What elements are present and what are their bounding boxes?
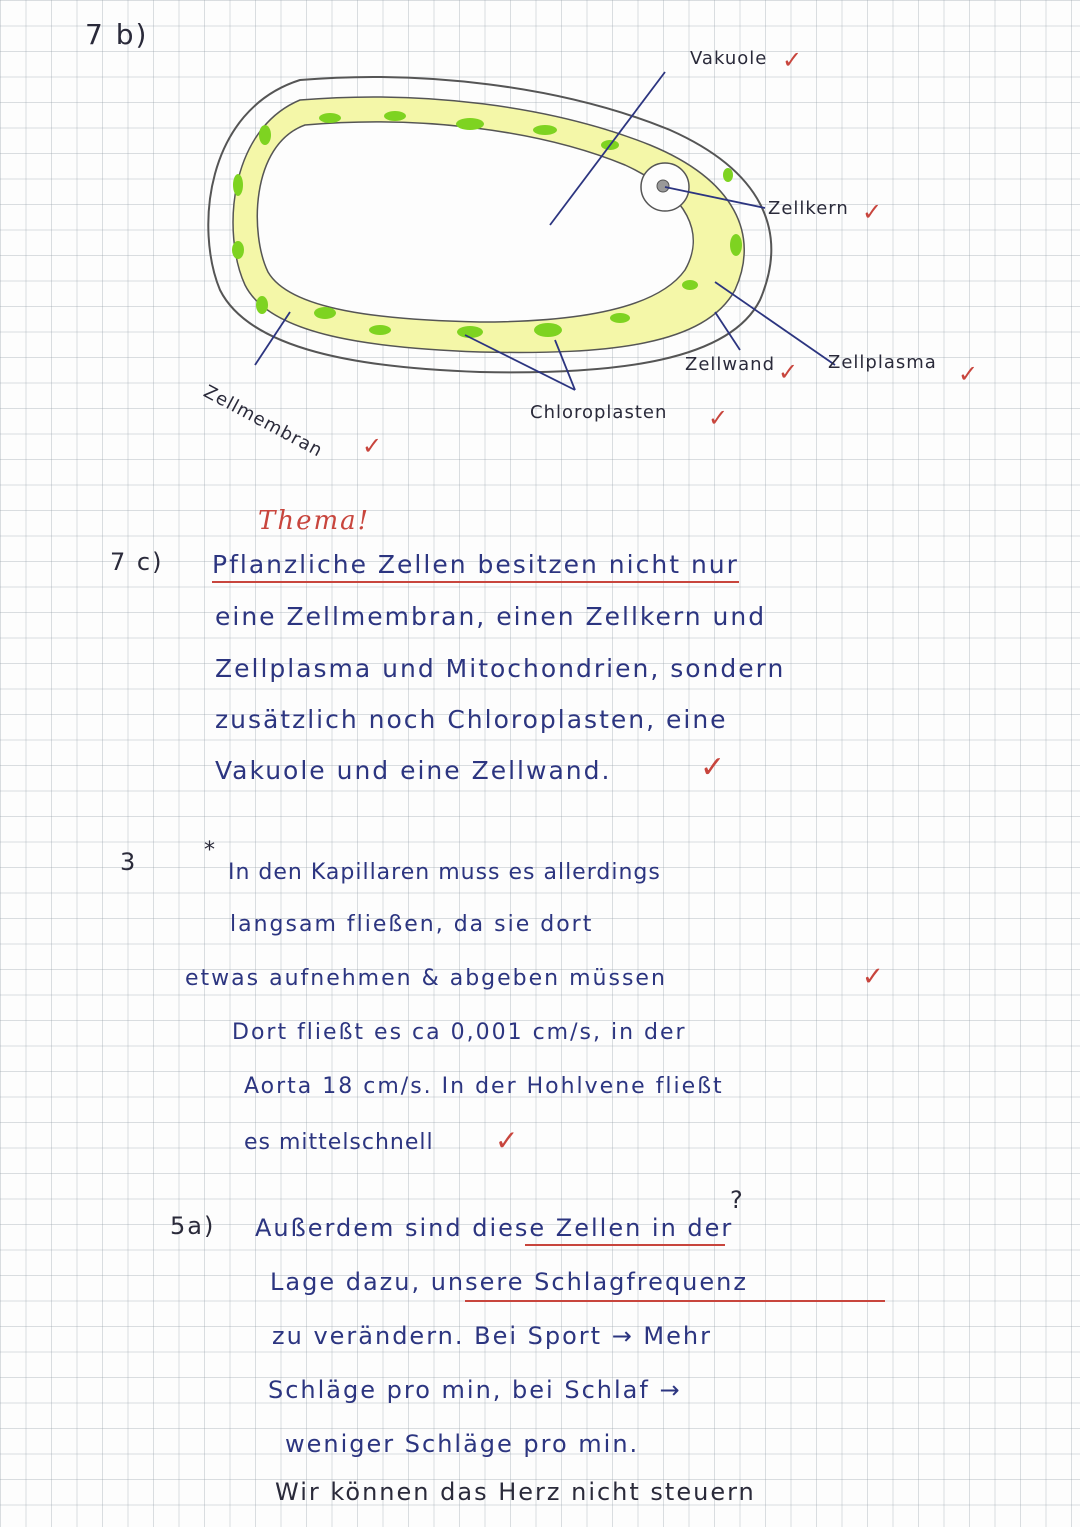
3-line-1: In den Kapillaren muss es allerdings: [228, 860, 661, 885]
underline-schlagfrequenz: [465, 1300, 885, 1302]
teacher-note-thema: Thema!: [258, 506, 371, 536]
3-line-5: Aorta 18 cm/s. In der Hohlvene fließt: [244, 1074, 724, 1099]
check-chloroplasten: ✓: [708, 404, 731, 432]
section-3-number: 3: [120, 848, 138, 876]
5a-line-3: zu verändern. Bei Sport → Mehr: [272, 1322, 712, 1350]
5a-question-mark: ?: [730, 1186, 745, 1214]
3-line-2: langsam fließen, da sie dort: [230, 912, 594, 937]
check-zellmembran: ✓: [362, 432, 385, 460]
label-zellplasma: Zellplasma: [828, 352, 937, 373]
section-7c-number: 7 c): [110, 548, 164, 576]
check-zellkern: ✓: [862, 198, 885, 226]
check-zellwand: ✓: [778, 358, 801, 386]
label-zellmembran: Zellmembran: [200, 381, 327, 462]
check-zellplasma: ✓: [958, 360, 981, 388]
7c-line-1-text: Pflanzliche Zellen besitzen nicht nur: [212, 550, 739, 583]
check-3a: ✓: [862, 962, 886, 992]
section-7b-number: 7 b): [85, 18, 149, 51]
pointer-zellwand: [715, 312, 740, 350]
5a-line-2: Lage dazu, unsere Schlagfrequenz: [270, 1268, 748, 1296]
7c-line-5: Vakuole und eine Zellwand.: [215, 756, 612, 785]
7c-line-2: eine Zellmembran, einen Zellkern und: [215, 602, 767, 631]
pointer-zellplasma: [715, 282, 835, 365]
section-5a-number: 5a): [170, 1212, 216, 1240]
label-vakuole: Vakuole: [690, 48, 768, 69]
check-7c: ✓: [700, 750, 728, 785]
check-vakuole: ✓: [782, 46, 805, 74]
pointer-zellmembran: [255, 312, 290, 365]
3-line-6: es mittelschnell: [244, 1130, 434, 1155]
7c-line-3: Zellplasma und Mitochondrien, sondern: [215, 654, 786, 683]
7c-line-4: zusätzlich noch Chloroplasten, eine: [215, 705, 728, 734]
check-3b: ✓: [495, 1124, 521, 1157]
5a-line-5: weniger Schläge pro min.: [285, 1430, 640, 1458]
label-zellkern: Zellkern: [768, 198, 849, 219]
section-3-asterisk: *: [204, 838, 217, 863]
5a-line-4: Schläge pro min, bei Schlaf →: [268, 1376, 682, 1404]
5a-line-6: Wir können das Herz nicht steuern: [275, 1478, 756, 1506]
underline-diese-zellen: [525, 1244, 725, 1246]
5a-line-1: Außerdem sind diese Zellen in der: [255, 1214, 734, 1242]
plant-cell-diagram: [0, 0, 1080, 460]
nucleolus: [657, 180, 669, 192]
3-line-4: Dort fließt es ca 0,001 cm/s, in der: [232, 1020, 687, 1045]
7c-line-1: [212, 550, 739, 579]
label-zellwand: Zellwand: [685, 354, 775, 375]
3-line-3: etwas aufnehmen & abgeben müssen: [185, 966, 667, 991]
label-chloroplasten: Chloroplasten: [530, 402, 668, 423]
